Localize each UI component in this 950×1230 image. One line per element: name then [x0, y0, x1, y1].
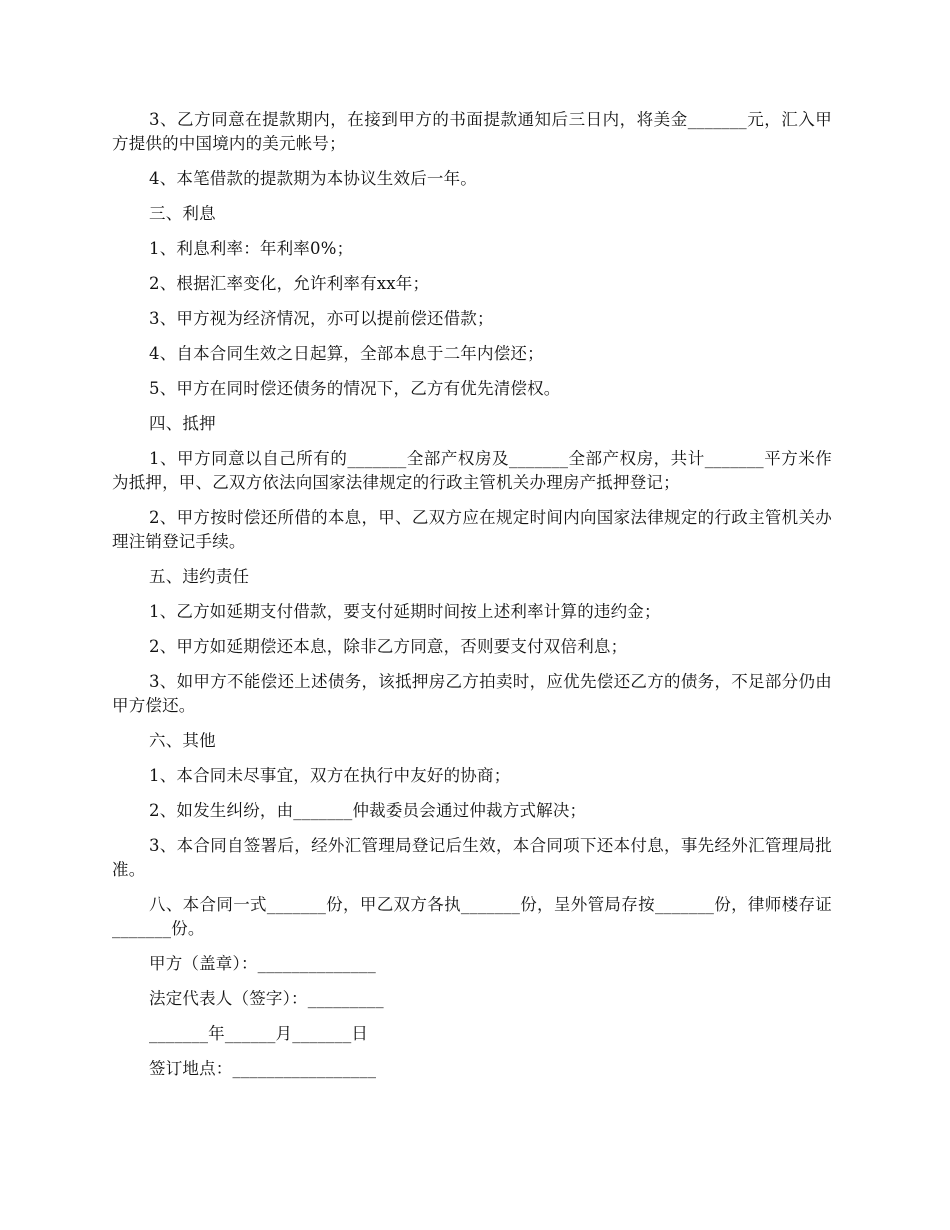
mortgage-clause-2: 2、甲方按时偿还所借的本息，甲、乙双方应在规定时间内向国家法律规定的行政主管机关办理注销登记手续。 [112, 508, 832, 551]
clause-4-drawdown-period: 4、本笔借款的提款期为本协议生效后一年。 [149, 169, 477, 188]
section-heading-default: 五、违约责任 [149, 567, 250, 586]
other-clause-2: 2、如发生纠纷，由_______仲裁委员会通过仲裁方式解决； [149, 801, 587, 820]
other-clause-3: 3、本合同自签署后，经外汇管理局登记后生效，本合同项下还本付息，事先经外汇管理局批准。 [112, 836, 832, 879]
interest-clause-4: 4、自本合同生效之日起算，全部本息于二年内偿还； [149, 344, 544, 363]
mortgage-clause-1: 1、甲方同意以自己所有的_______全部产权房及_______全部产权房，共计_______平方米作为抵押，甲、乙双方依法向国家法律规定的行政主管机关办理房产抵押登记； [112, 449, 832, 492]
document-body [112, 108, 832, 1092]
default-clause-3: 3、如甲方不能偿还上述债务，该抵押房乙方拍卖时，应优先偿还乙方的债务，不足部分仍由甲方偿还。 [112, 672, 832, 715]
interest-clause-1: 1、利息利率：年利率0%； [149, 239, 354, 258]
section-heading-interest: 三、利息 [149, 204, 216, 223]
default-clause-1: 1、乙方如延期支付借款，要支付延期时间按上述利率计算的违约金； [149, 602, 661, 621]
interest-clause-5: 5、甲方在同时偿还债务的情况下，乙方有优先清偿权。 [149, 379, 561, 398]
other-clause-1: 1、本合同未尽事宜，双方在执行中友好的协商； [149, 766, 511, 785]
signature-place: 签订地点：_________________ [149, 1059, 377, 1078]
interest-clause-3: 3、甲方视为经济情况，亦可以提前偿还借款； [149, 309, 494, 328]
section-heading-mortgage: 四、抵押 [149, 414, 216, 433]
signature-legal-rep: 法定代表人（签字）：_________ [149, 989, 384, 1008]
interest-clause-2: 2、根据汇率变化，允许利率有xx年； [149, 274, 430, 293]
signature-party-a: 甲方（盖章）：______________ [149, 954, 376, 973]
section-heading-other: 六、其他 [149, 731, 216, 750]
clause-3-drawdown: 3、乙方同意在提款期内，在接到甲方的书面提款通知后三日内，将美金_______元，汇入甲方提供的中国境内的美元帐号； [112, 110, 832, 153]
copies-clause: 八、本合同一式_______份，甲乙双方各执_______份，呈外管局存按_______份，律师楼存证_______份。 [112, 895, 832, 938]
signature-date: _______年______月_______日 [149, 1024, 369, 1043]
default-clause-2: 2、甲方如延期偿还本息，除非乙方同意，否则要支付双倍利息； [149, 637, 628, 656]
